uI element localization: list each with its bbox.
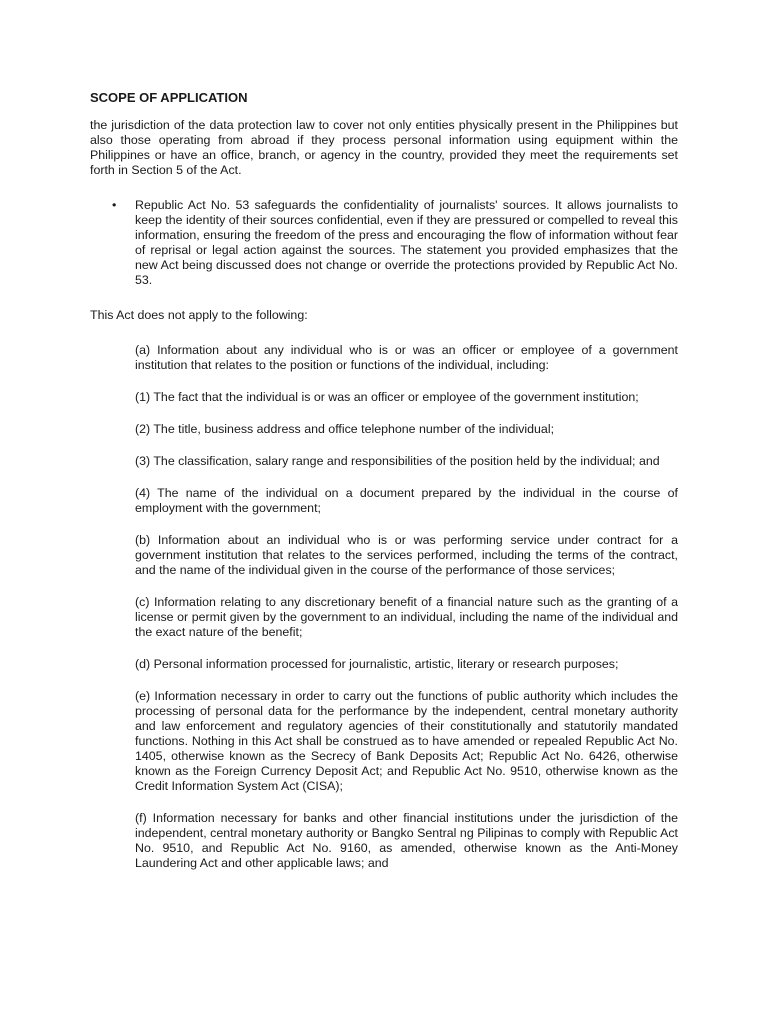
document-page [90, 90, 678, 888]
list-item: (e) Information necessary in order to carry out the functions of public authority which includes the processing of personal data for the performance by the independent, central monetary authority and law enforcement and regulatory agencies of their constitutionally and statutorily mandated functions. Nothing in this Act shall be construed as to have amended or repealed Republic Act No. 1405, otherwise known as the Secrecy of Bank Deposits Act; Republic Act No. 6426, otherwise known as the Foreign Currency Deposit Act; and Republic Act No. 9510, otherwise known as the Credit Information System Act (CISA); [135, 689, 678, 793]
list-item: (3) The classification, salary range and responsibilities of the position held by the individual; and [135, 454, 660, 468]
section-title: SCOPE OF APPLICATION [90, 90, 248, 105]
list-item: (c) Information relating to any discretionary benefit of a financial nature such as the granting of a license or permit given by the government to an individual, including the name of the individual and the exact nature of the benefit; [135, 595, 678, 639]
exclusions-list [135, 343, 678, 871]
list-item: (4) The name of the individual on a document prepared by the individual in the course of employment with the government; [135, 486, 678, 515]
intro-paragraph: the jurisdiction of the data protection law to cover not only entities physically present in the Philippines but also those operating from abroad if they process personal information using equipment within the Philippines or have an office, branch, or agency in the country, provided they meet the requirements set forth in Section 5 of the Act. [90, 118, 678, 177]
bullet-item [112, 198, 678, 288]
list-item: (2) The title, business address and office telephone number of the individual; [135, 422, 555, 436]
exclusions-lead: This Act does not apply to the following: [90, 308, 308, 322]
bullet-text: Republic Act No. 53 safeguards the confidentiality of journalists' sources. It allows journalists to keep the identity of their sources confidential, even if they are pressured or compelled to reveal this information, ensuring the freedom of the press and encouraging the flow of information without fear of reprisal or legal action against the sources. The statement you provided emphasizes that the new Act being discussed does not change or override the protections provided by Republic Act No. 53. [135, 198, 678, 287]
bullet-glyph: • [112, 198, 117, 212]
list-item: (d) Personal information processed for journalistic, artistic, literary or research purposes; [135, 657, 619, 671]
list-item: (f) Information necessary for banks and other financial institutions under the jurisdiction of the independent, central monetary authority or Bangko Sentral ng Pilipinas to comply with Republic Act No. 9510, and Republic Act No. 9160, as amended, otherwise known as the Anti-Money Laundering Act and other applicable laws; and [135, 811, 678, 870]
list-item: (1) The fact that the individual is or was an officer or employee of the government institution; [135, 390, 639, 404]
list-item: (a) Information about any individual who is or was an officer or employee of a government institution that relates to the position or functions of the individual, including: [135, 343, 678, 372]
list-item: (b) Information about an individual who is or was performing service under contract for a government institution that relates to the services performed, including the terms of the contract, and the name of the individual given in the course of the performance of those services; [135, 533, 678, 577]
